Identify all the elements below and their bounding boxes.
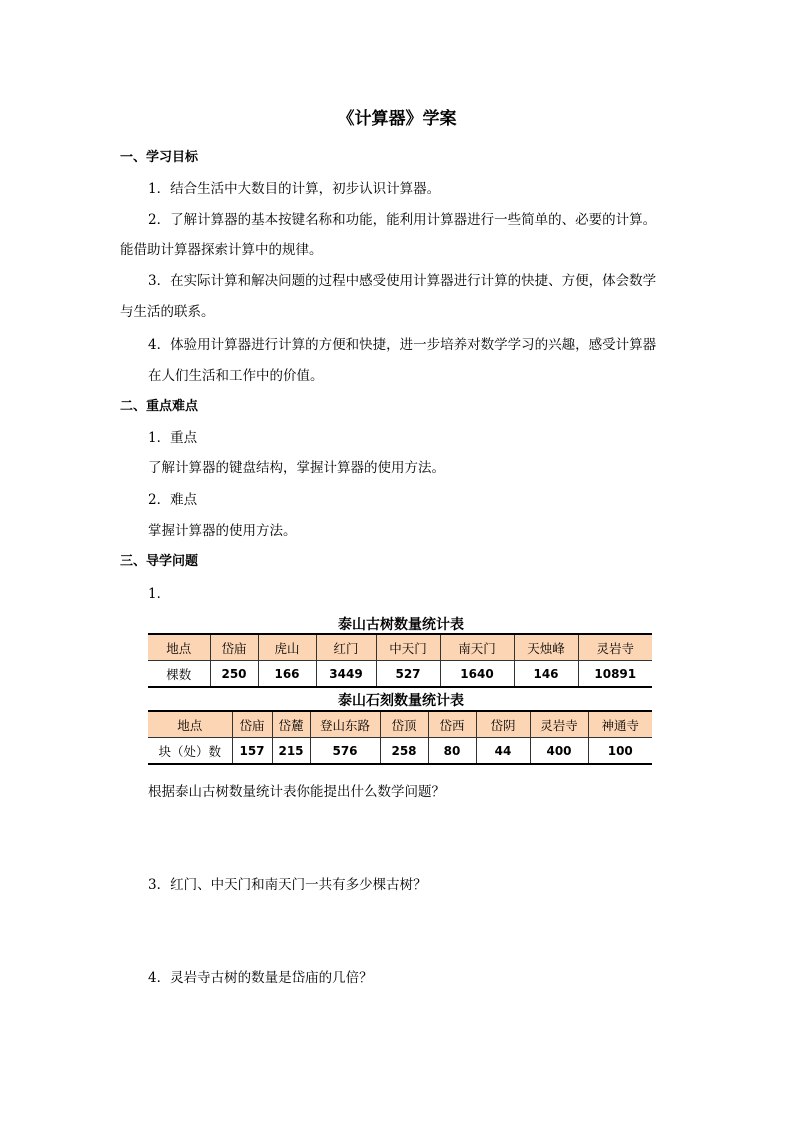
table2-header-cell: 地点 [148,711,232,738]
table1-cell: 527 [376,661,440,688]
table1-cell: 3449 [316,661,376,688]
table2-cell: 80 [428,738,476,765]
table2-header-row [148,711,652,738]
question-3: 3．红门、中天门和南天门一共有多少棵古树？ [148,877,427,893]
table2-header-cell: 岱阴 [476,711,530,738]
table1-data-row [148,661,652,688]
goal-2-line2: 能借助计算器探索计算中的规律。 [120,242,323,258]
table1-header-cell: 岱庙 [210,634,258,661]
table1-header-cell: 红门 [316,634,376,661]
table2-caption: 泰山石刻数量统计表 [338,693,464,709]
key-point-label: 1．重点 [148,430,198,446]
table2-cell: 44 [476,738,530,765]
table2-cell: 100 [588,738,652,765]
table2-row-label: 块（处）数 [148,738,232,765]
table2-cell: 576 [310,738,380,765]
ancient-trees-table [148,633,652,688]
difficulty-label: 2．难点 [148,492,198,508]
table2-header-cell: 灵岩寺 [530,711,588,738]
question-4: 4．灵岩寺古树的数量是岱庙的几倍？ [148,970,373,986]
question-2: 根据泰山古树数量统计表你能提出什么数学问题？ [148,784,445,800]
difficulty-text: 掌握计算器的使用方法。 [148,523,297,539]
table1-caption: 泰山古树数量统计表 [338,617,464,633]
goal-4-line2: 在人们生活和工作中的价值。 [148,368,324,384]
goal-2-line1: 2．了解计算器的基本按键名称和功能，能利用计算器进行一些简单的、必要的计算。 [148,212,657,228]
table2-header-cell: 登山东路 [310,711,380,738]
goal-3-line2: 与生活的联系。 [120,304,215,320]
goal-3-line1: 3．在实际计算和解决问题的过程中感受使用计算器进行计算的快捷、方便，体会数学 [148,273,657,289]
table1-header-cell: 天烛峰 [514,634,578,661]
table2-header-cell: 岱麓 [272,711,310,738]
table2-header-cell: 岱西 [428,711,476,738]
section-heading-questions: 三、导学问题 [120,554,199,569]
table2-header-cell: 岱顶 [380,711,428,738]
table2-header-cell: 神通寺 [588,711,652,738]
table2-cell: 215 [272,738,310,765]
goal-1: 1．结合生活中大数目的计算，初步认识计算器。 [148,181,441,197]
goal-4-line1: 4．体验用计算器进行计算的方便和快捷，进一步培养对数学学习的兴趣，感受计算器 [148,337,657,353]
table1-row-label: 棵数 [148,661,210,688]
table1-cell: 166 [258,661,316,688]
section-heading-goals: 一、学习目标 [120,150,199,165]
table2-data-row [148,738,652,765]
stone-carvings-table [148,710,652,765]
table1-cell: 10891 [578,661,652,688]
table2-header-cell: 岱庙 [232,711,272,738]
table1-header-cell: 虎山 [258,634,316,661]
page-title: 《计算器》学案 [337,109,457,129]
table2-cell: 258 [380,738,428,765]
table2-cell: 400 [530,738,588,765]
table1-cell: 146 [514,661,578,688]
section-heading-key-points: 二、重点难点 [120,399,199,414]
table1-header-cell: 南天门 [440,634,514,661]
table2-cell: 157 [232,738,272,765]
table1-header-cell: 中天门 [376,634,440,661]
table1-cell: 250 [210,661,258,688]
table1-header-cell: 地点 [148,634,210,661]
table1-header-cell: 灵岩寺 [578,634,652,661]
table1-cell: 1640 [440,661,514,688]
question-1-number: 1． [148,586,171,602]
table1-header-row [148,634,652,661]
key-point-text: 了解计算器的键盘结构，掌握计算器的使用方法。 [148,460,445,476]
